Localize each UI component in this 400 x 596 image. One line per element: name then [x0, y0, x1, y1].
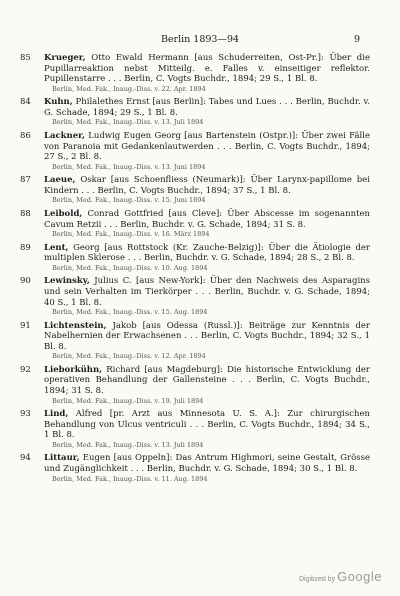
entry-text: Otto Ewald Hermann [aus Schuderreiten, Ost-Pr.]: Über die Pupillarreaktion nebst Mitteilg. e. Falles v. einseitiger reflektor. Pupillenstarre . . . Berlin, C. Vogts Buchdr., 1894; 29 S., 1 Bl. 8. — [44, 53, 370, 85]
entry-number: 87 — [20, 175, 31, 186]
google-watermark — [299, 569, 382, 584]
entry-citation — [44, 131, 370, 163]
entry-dissertation-note: Berlin, Med. Fak., Inaug.-Diss. v. 19. Juli 1894 — [52, 396, 204, 405]
entry-author: Lackner, — [44, 130, 85, 141]
list-item — [20, 97, 370, 127]
entry-text: Julius C. [aus New-York]: Über den Nachweis des Asparagins und sein Verhalten im Tierkörper . . . Berlin, Buchdr. v. G. Schade, 1894; 40 S., 1 Bl. 8. — [44, 276, 370, 308]
entry-citation — [44, 53, 370, 85]
entry-text: Georg [aus Rottstock (Kr. Zauche-Belzig)]: Über die Ätiologie der multiplen Sklerose . . . Berlin, Buchdr. v. G. Schade, 1894; 28 S., 2 Bl. 8. — [44, 242, 370, 264]
page-header — [40, 34, 360, 48]
list-item — [20, 53, 370, 93]
entry-dissertation-note: Berlin, Med. Fak., Inaug.-Diss. v. 16. März 1894 — [52, 230, 210, 239]
entry-text: Richard [aus Magdeburg]: Die historische Entwicklung der operativen Behandlung der Gallensteine . . . Berlin, C. Vogts Buchdr., 1894; 31 S. 8. — [44, 364, 370, 397]
entry-citation — [44, 209, 370, 230]
entry-dissertation-note: Berlin, Med. Fak., Inaug.-Diss. v. 13. Juli 1894 — [52, 118, 204, 127]
list-item — [20, 453, 370, 483]
entry-citation — [44, 276, 370, 308]
entry-author: Lent, — [44, 242, 69, 253]
list-item — [20, 409, 370, 449]
entry-author: Lieborkühn, — [44, 364, 103, 375]
list-item — [20, 175, 370, 205]
entry-citation — [44, 243, 370, 264]
entry-number: 85 — [20, 53, 31, 63]
page-number: 9 — [353, 34, 360, 45]
entry-author: Lichtenstein, — [44, 320, 107, 331]
entry-text: Philalethes Ernst [aus Berlin]: Tabes und Lues . . . Berlin, Buchdr. v. G. Schade, 1894; 29 S., 1 Bl. 8. — [44, 97, 370, 118]
entry-citation — [44, 321, 370, 353]
entry-author: Lewinsky, — [44, 276, 90, 287]
entry-number: 89 — [20, 242, 31, 253]
entry-citation — [44, 365, 370, 397]
entry-dissertation-note: Berlin, Med. Fak., Inaug.-Diss. v. 13. Juni 1894 — [52, 162, 206, 171]
entry-number: 92 — [20, 364, 31, 375]
entry-dissertation-note: Berlin, Med. Fak., Inaug.-Diss. v. 13. Juli 1894 — [52, 440, 204, 449]
entry-citation — [44, 175, 370, 196]
entry-author: Littaur, — [44, 453, 80, 464]
entry-author: Lind, — [44, 409, 69, 420]
entry-dissertation-note: Berlin, Med. Fak., Inaug.-Diss. v. 12. Apr. 1894 — [52, 352, 206, 361]
entry-dissertation-note: Berlin, Med. Fak., Inaug.-Diss. v. 15. Aug. 1894 — [52, 308, 208, 317]
entry-list — [20, 53, 370, 487]
entry-text: Oskar [aus Schoenfliess (Neumark)]: Über Larynx-papillome bei Kindern . . . Berlin, C. Vogts Buchdr., 1894; 37 S., 1 Bl. 8. — [44, 175, 370, 196]
entry-text: Ludwig Eugen Georg [aus Bartenstein (Ostpr.)]: Über zwei Fälle von Paranoia mit Gedankenlautwerden . . . Berlin, C. Vogts Buchdr., 1894; 27 S., 2 Bl. 8. — [44, 130, 370, 163]
list-item — [20, 321, 370, 361]
list-item — [20, 276, 370, 316]
entry-dissertation-note: Berlin, Med. Fak., Inaug.-Diss. v. 15. Juni 1894 — [52, 196, 206, 205]
entry-number: 86 — [20, 130, 31, 141]
entry-dissertation-note: Berlin, Med. Fak., Inaug.-Diss. v. 10. Aug. 1894 — [52, 263, 208, 272]
running-title: Berlin 1893—94 — [160, 34, 240, 45]
entry-author: Laeue, — [44, 175, 76, 186]
entry-citation — [44, 97, 370, 118]
list-item — [20, 243, 370, 273]
entry-citation — [44, 453, 370, 474]
entry-number: 93 — [20, 409, 31, 420]
entry-text: Jakob [aus Odessa (Russl.)]: Beiträge zur Kenntnis der Nabelhernien der Erwachsenen . . . Berlin, C. Vogts Buchdr., 1894; 32 S., 1 Bl. 8. — [44, 320, 370, 352]
entry-author: Kuhn, — [44, 97, 73, 108]
entry-number: 88 — [20, 208, 31, 219]
entry-citation — [44, 409, 370, 441]
entry-number: 84 — [20, 97, 31, 108]
entry-dissertation-note: Berlin, Med. Fak., Inaug.-Diss. v. 22. Apr. 1894 — [52, 84, 206, 93]
entry-number: 94 — [20, 453, 31, 464]
entry-author: Krueger, — [44, 53, 86, 63]
watermark-prefix: Digitized by — [298, 576, 336, 583]
entry-number: 90 — [20, 276, 31, 287]
list-item — [20, 131, 370, 171]
entry-text: Eugen [aus Oppeln]: Das Antrum Highmori, seine Gestalt, Grösse und Zugänglichkeit . . . Berlin, Buchdr. v. G. Schade, 1894; 30 S., 1 Bl. 8. — [44, 453, 370, 475]
entry-text: Alfred [pr. Arzt aus Minnesota U. S. A.]: Zur chirurgischen Behandlung von Ulcus ventriculi . . . Berlin, C. Vogts Buchdr., 1894; 34 S., 1 Bl. 8. — [44, 409, 370, 441]
entry-author: Leibold, — [44, 208, 83, 219]
entry-dissertation-note: Berlin, Med. Fak., Inaug.-Diss. v. 11. Aug. 1894 — [52, 474, 208, 483]
list-item — [20, 365, 370, 405]
entry-text: Conrad Gottfried [aus Cleve]: Über Abscesse im sogenannten Cavum Retzii . . . Berlin, Buchdr. v. G. Schade, 1894; 31 S. 8. — [44, 208, 370, 230]
watermark-brand: Google — [337, 569, 382, 584]
list-item — [20, 209, 370, 239]
entry-number: 91 — [20, 320, 31, 331]
